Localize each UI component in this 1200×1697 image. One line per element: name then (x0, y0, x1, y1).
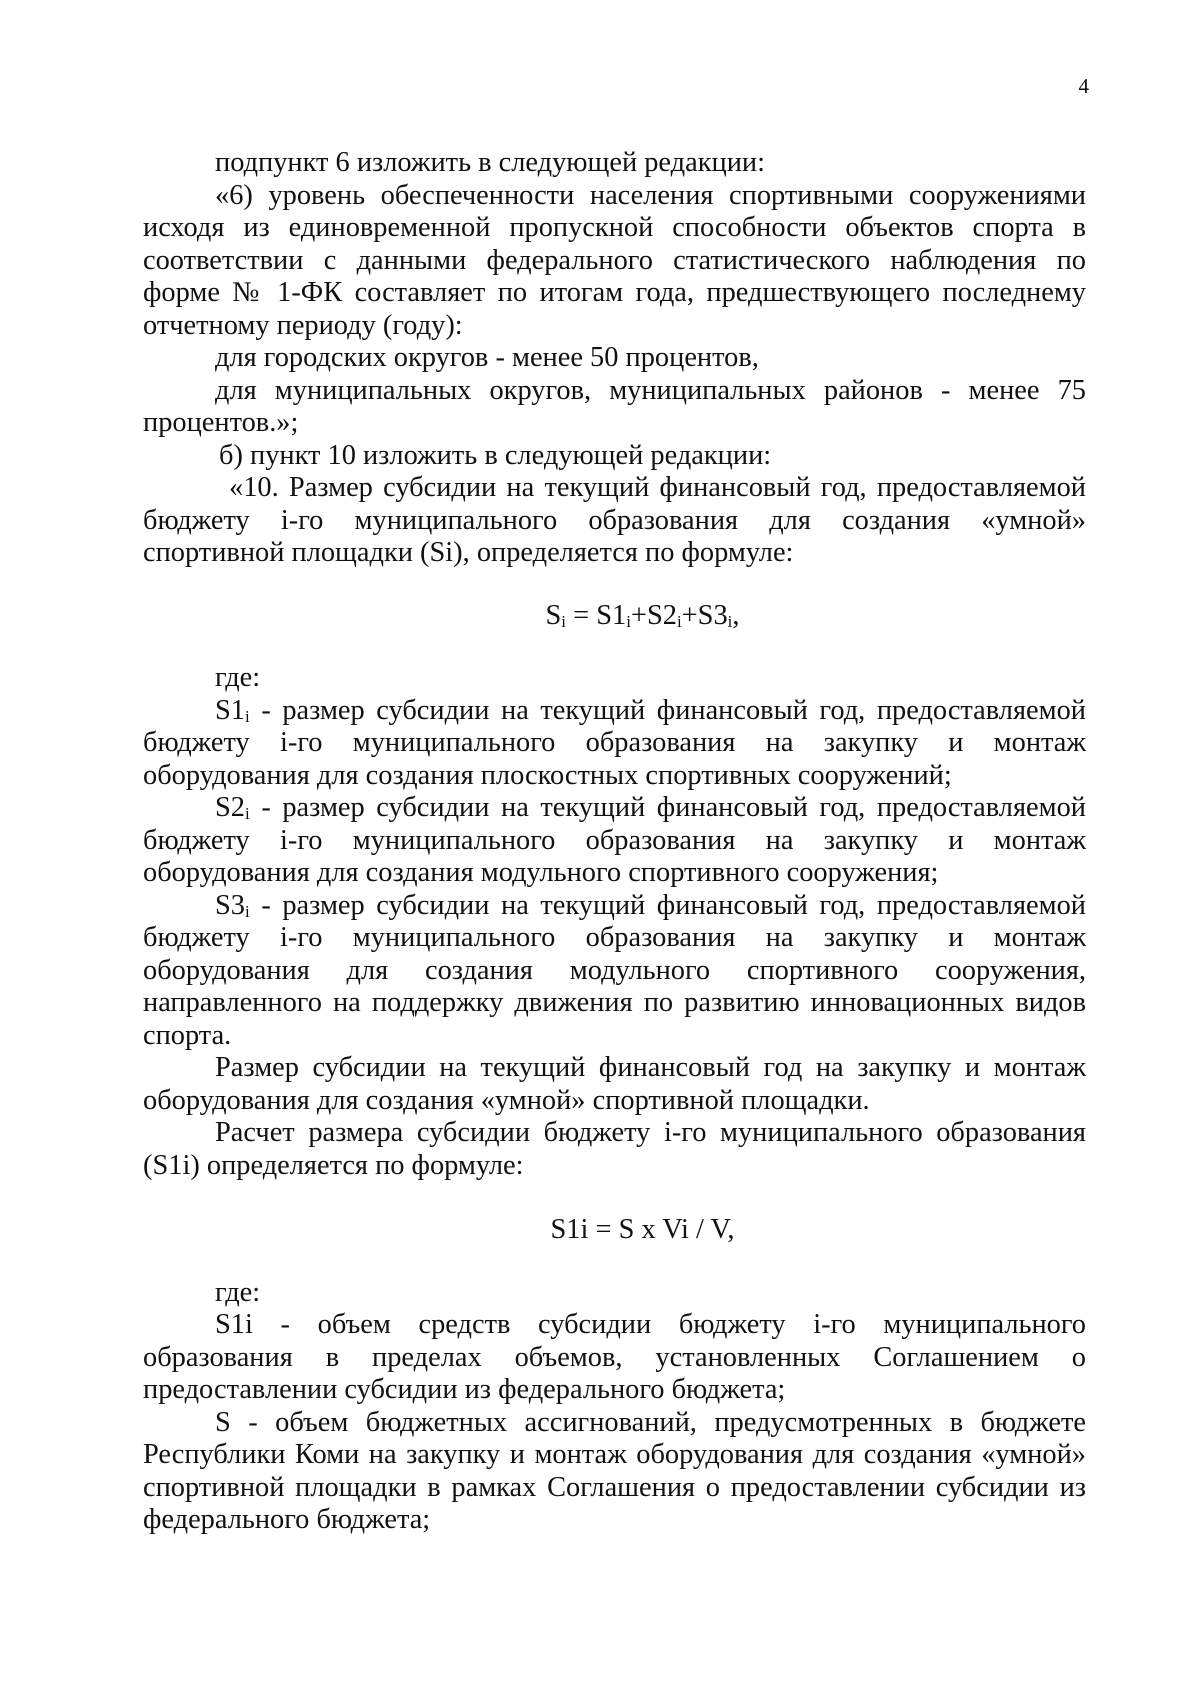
paragraph-item-b-intro: б) пункт 10 изложить в следующей редакции: (219, 439, 772, 471)
paragraph-s-definition: S - объем бюджетных ассигнований, предусмотренных в бюджете Республики Коми на закупку и монтаж оборудования для создания «умной» спортивной площадки в рамках Соглашения о предоставлении субсидии из федерального бюджета; (143, 1406, 1086, 1535)
document-body (143, 147, 1086, 1537)
formula-si-tail: , (732, 599, 740, 631)
paragraph-s1i-definition: S1i - объем средств субсидии бюджету i-го муниципального образования в пределах объемов, установленных Соглашением о предоставлении субсидии из федерального бюджета; (143, 1309, 1086, 1405)
paragraph-s1-definition (143, 695, 1086, 793)
paragraph-where-2: где: (215, 1276, 261, 1308)
paragraph-s2-definition (143, 792, 1086, 890)
formula-plus-s3: +S3 (681, 599, 728, 631)
s3-definition-text: - размер субсидии на текущий финансовый год, предоставляемой бюджету i-го муниципального образования на закупку и монтаж оборудования для создания модульного спортивного сооружения, направленного на поддержку движения по развитию инновационных видов спорта. (143, 889, 1086, 1051)
paragraph-municipal-districts: для муниципальных округов, муниципальных районов - менее 75 процентов.»; (143, 374, 1086, 438)
formula-s1-sub: i (626, 611, 631, 631)
formula-si (143, 600, 1086, 633)
paragraph-subitem-6-text: «6) уровень обеспеченности населения спортивными сооружениями исходя из единовременной пропускной способности объектов спорта в соответствии с данными федерального статистического наблюдения по форме № 1-ФК составляет по итогам года, предшествующего последнему отчетному периоду (году): (143, 179, 1086, 341)
term-s1-sub: i (245, 706, 250, 726)
formula-plus-s2: +S2 (630, 599, 677, 631)
s2-definition-text: - размер субсидии на текущий финансовый год, предоставляемой бюджету i-го муниципального образования на закупку и монтаж оборудования для создания модульного спортивного сооружения; (143, 792, 1086, 888)
paragraph-s3-definition (143, 890, 1086, 1053)
term-s1: S1 (215, 694, 245, 726)
formula-si-sub: i (561, 611, 566, 631)
paragraph-calculation: Расчет размера субсидии бюджету i-го муниципального образования (S1i) определяется по формуле: (143, 1117, 1086, 1181)
paragraph-where-1: где: (215, 662, 261, 693)
paragraph-subitem-6-intro: подпункт 6 изложить в следующей редакции: (215, 147, 765, 178)
term-s2-sub: i (245, 804, 250, 823)
formula-s2-sub: i (676, 611, 682, 631)
paragraph-item-10-text: «10. Размер субсидии на текущий финансовый год, предоставляемой бюджету i-го муниципального образования для создания «умной» спортивной площадки (Si), определяется по формуле: (143, 472, 1086, 568)
term-s3: S3 (215, 889, 245, 921)
formula-si-eq: = S1 (566, 599, 627, 631)
s1-definition-text: - размер субсидии на текущий финансовый год, предоставляемой бюджету i-го муниципального образования на закупку и монтаж оборудования для создания плоскостных спортивных сооружений; (143, 694, 1086, 791)
formula-s3-sub: i (727, 611, 733, 631)
paragraph-urban-districts: для городских округов - менее 50 процентов, (215, 342, 759, 373)
formula-si-lhs: S (545, 599, 562, 631)
formula-s1i: S1i = S x Vi / V, (550, 1214, 735, 1245)
term-s2: S2 (215, 792, 245, 823)
term-s3-sub: i (245, 901, 250, 921)
paragraph-subsidy-size: Размер субсидии на текущий финансовый год на закупку и монтаж оборудования для создания «умной» спортивной площадки. (143, 1052, 1086, 1116)
page-number: 4 (1078, 74, 1089, 98)
